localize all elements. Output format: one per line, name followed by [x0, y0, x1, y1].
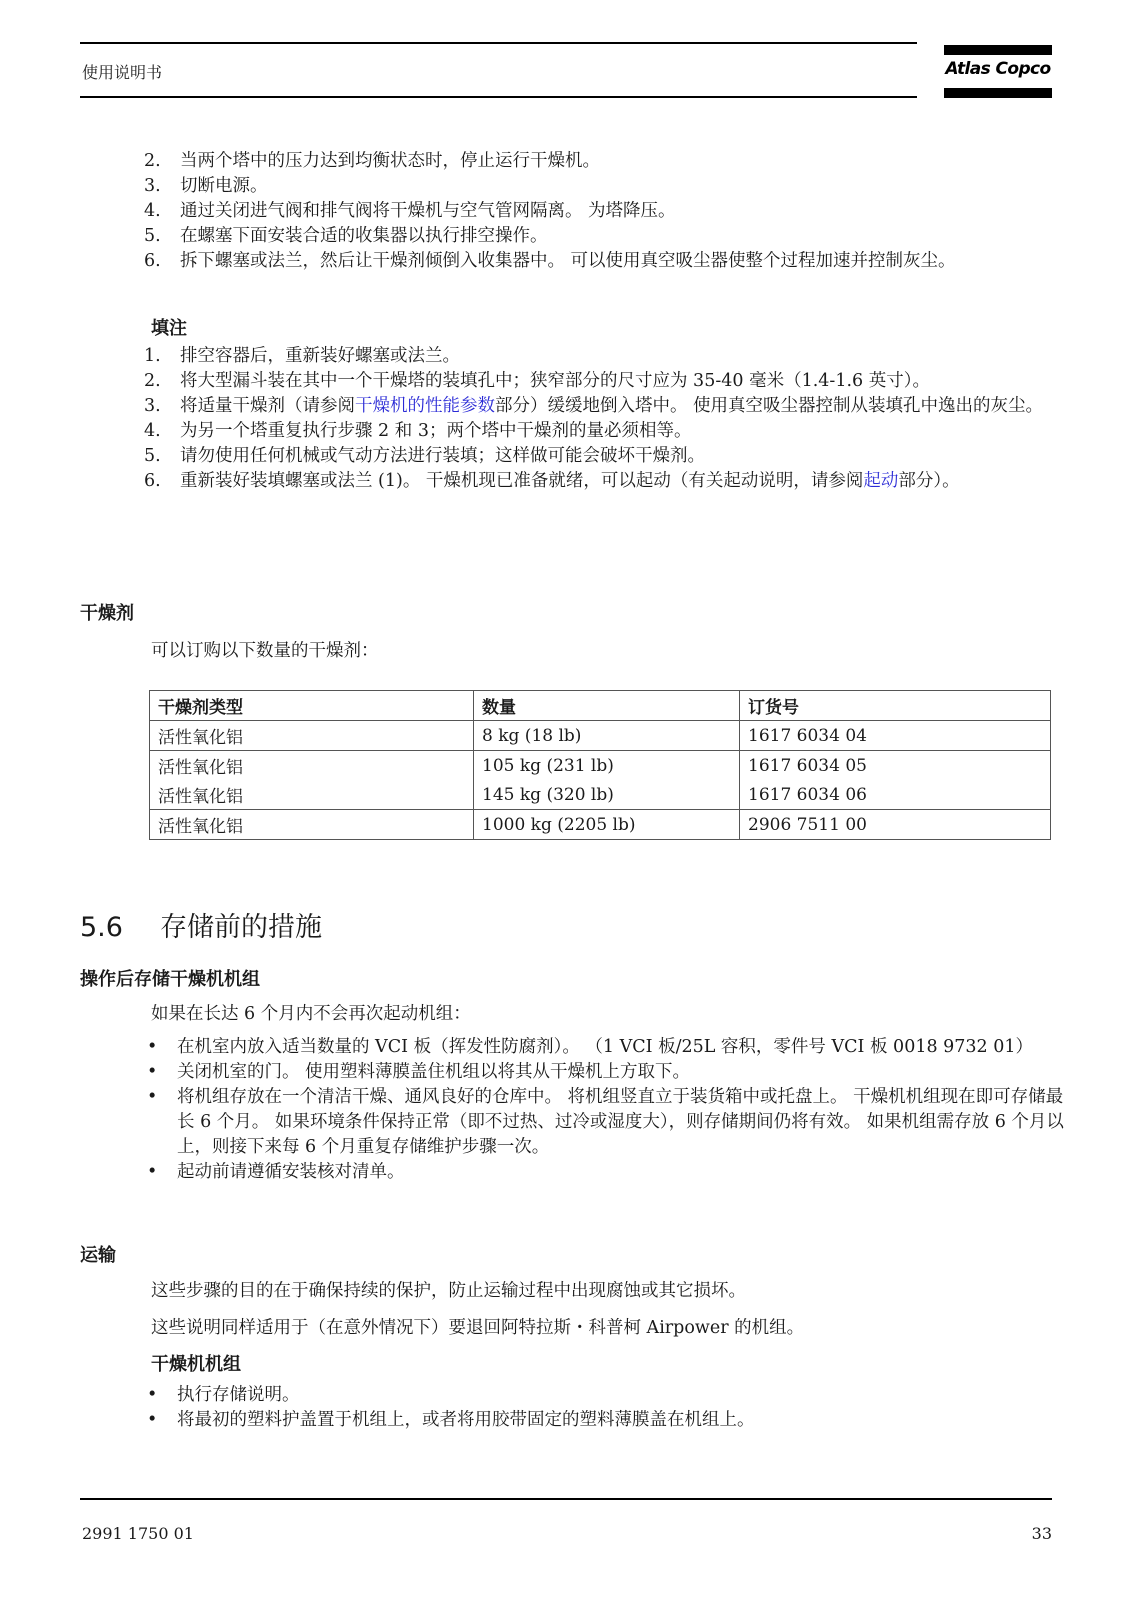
section-title-text: 存储前的措施	[160, 912, 322, 943]
transport-paragraph-2: 这些说明同样适用于（在意外情况下）要退回阿特拉斯・科普柯 Airpower 的机组。	[151, 1318, 805, 1338]
list-item: • 在机室内放入适当数量的 VCI 板（挥发性防腐剂）。 （1 VCI 板/25L 容积，零件号 VCI 板 0018 9732 01）	[147, 1035, 1067, 1060]
list-item: 6. 重新装好装填螺塞或法兰 (1)。 干燥机现已准备就绪，可以起动（有关起动说明，请参阅起动部分）。	[144, 471, 960, 491]
table-row: 活性氧化铝 1000 kg (2205 lb) 2906 7511 00	[150, 810, 1051, 840]
table-row: 活性氧化铝 105 kg (231 lb) 1617 6034 05	[150, 751, 1051, 781]
desiccant-table	[149, 690, 1051, 840]
list-item: 3. 切断电源。	[144, 176, 268, 196]
atlas-copco-logo	[944, 45, 1052, 98]
list-item: 4. 为另一个塔重复执行步骤 2 和 3；两个塔中干燥剂的量必须相等。	[144, 421, 692, 441]
logo-text: Atlas Copco	[945, 59, 1051, 79]
header-bottom-rule	[80, 96, 917, 98]
transport-bullets	[147, 1383, 1067, 1433]
header-title: 使用说明书	[82, 63, 163, 82]
bullet-icon: •	[147, 1062, 158, 1082]
dryer-performance-link[interactable]: 干燥机的性能参数	[355, 396, 495, 416]
column-header: 干燥剂类型	[150, 691, 474, 721]
page-number: 33	[1031, 1524, 1052, 1543]
list-item: • 执行存储说明。	[147, 1383, 1067, 1408]
list-item: 5. 在螺塞下面安装合适的收集器以执行排空操作。	[144, 226, 548, 246]
fill-heading: 填注	[151, 318, 187, 339]
list-item: • 起动前请遵循安装核对清单。	[147, 1160, 1067, 1185]
storage-heading: 操作后存储干燥机机组	[80, 969, 260, 990]
section-number: 5.6	[80, 912, 123, 943]
list-item: • 关闭机室的门。 使用塑料薄膜盖住机组以将其从干燥机上方取下。	[147, 1060, 1067, 1085]
transport-heading: 运输	[80, 1245, 116, 1266]
bullet-icon: •	[147, 1037, 158, 1057]
list-item: 1. 排空容器后，重新装好螺塞或法兰。	[144, 346, 460, 366]
table-row: 活性氧化铝 8 kg (18 lb) 1617 6034 04	[150, 721, 1051, 751]
list-item: 4. 通过关闭进气阀和排气阀将干燥机与空气管网隔离。 为塔降压。	[144, 201, 676, 221]
transport-paragraph-1: 这些步骤的目的在于确保持续的保护，防止运输过程中出现腐蚀或其它损坏。	[151, 1281, 746, 1301]
list-item: • 将最初的塑料护盖置于机组上，或者将用胶带固定的塑料薄膜盖在机组上。	[147, 1408, 1067, 1433]
section-title	[80, 905, 322, 944]
bullet-icon: •	[147, 1087, 158, 1107]
fill-steps-list	[144, 344, 1064, 494]
footer-rule	[80, 1498, 1052, 1500]
storage-bullets	[147, 1035, 1067, 1185]
table-header-row	[150, 691, 1051, 721]
column-header: 数量	[474, 691, 740, 721]
bullet-icon: •	[147, 1385, 158, 1405]
dryer-unit-heading: 干燥机机组	[151, 1354, 241, 1375]
bullet-icon: •	[147, 1162, 158, 1182]
storage-intro: 如果在长达 6 个月内不会再次起动机组：	[151, 1004, 471, 1024]
column-header: 订货号	[740, 691, 1051, 721]
desiccant-intro: 可以订购以下数量的干燥剂：	[151, 641, 379, 661]
table-row: 活性氧化铝 145 kg (320 lb) 1617 6034 06	[150, 780, 1051, 810]
list-item: • 将机组存放在一个清洁干燥、通风良好的仓库中。 将机组竖直立于装货箱中或托盘上。 干燥机机组现在即可存储最长 6 个月。 如果环境条件保持正常（即不过热、过冷或湿度大），则存储期间仍将有效。 如果机组需存放 6 个月以上，则接下来每 6 个月重复存储维护步骤一次。	[147, 1087, 1064, 1157]
list-item: 5. 请勿使用任何机械或气动方法进行装填；这样做可能会破坏干燥剂。	[144, 446, 705, 466]
list-item: 2. 当两个塔中的压力达到均衡状态时，停止运行干燥机。	[144, 151, 600, 171]
desiccant-heading: 干燥剂	[80, 603, 134, 624]
list-item: 6. 拆下螺塞或法兰，然后让干燥剂倾倒入收集器中。 可以使用真空吸尘器使整个过程加速并控制灰尘。	[144, 251, 956, 271]
list-item: 3. 将适量干燥剂（请参阅干燥机的性能参数部分）缓缓地倒入塔中。 使用真空吸尘器控制从装填孔中逸出的灰尘。	[144, 396, 1044, 416]
document-number: 2991 1750 01	[82, 1524, 194, 1543]
header-top-rule	[80, 42, 917, 44]
startup-link[interactable]: 起动	[863, 471, 899, 491]
list-item: 2. 将大型漏斗装在其中一个干燥塔的装填孔中；狭窄部分的尺寸应为 35-40 毫米（1.4-1.6 英寸）。	[144, 371, 930, 391]
bullet-icon: •	[147, 1410, 158, 1430]
drain-steps-list	[144, 149, 1064, 274]
